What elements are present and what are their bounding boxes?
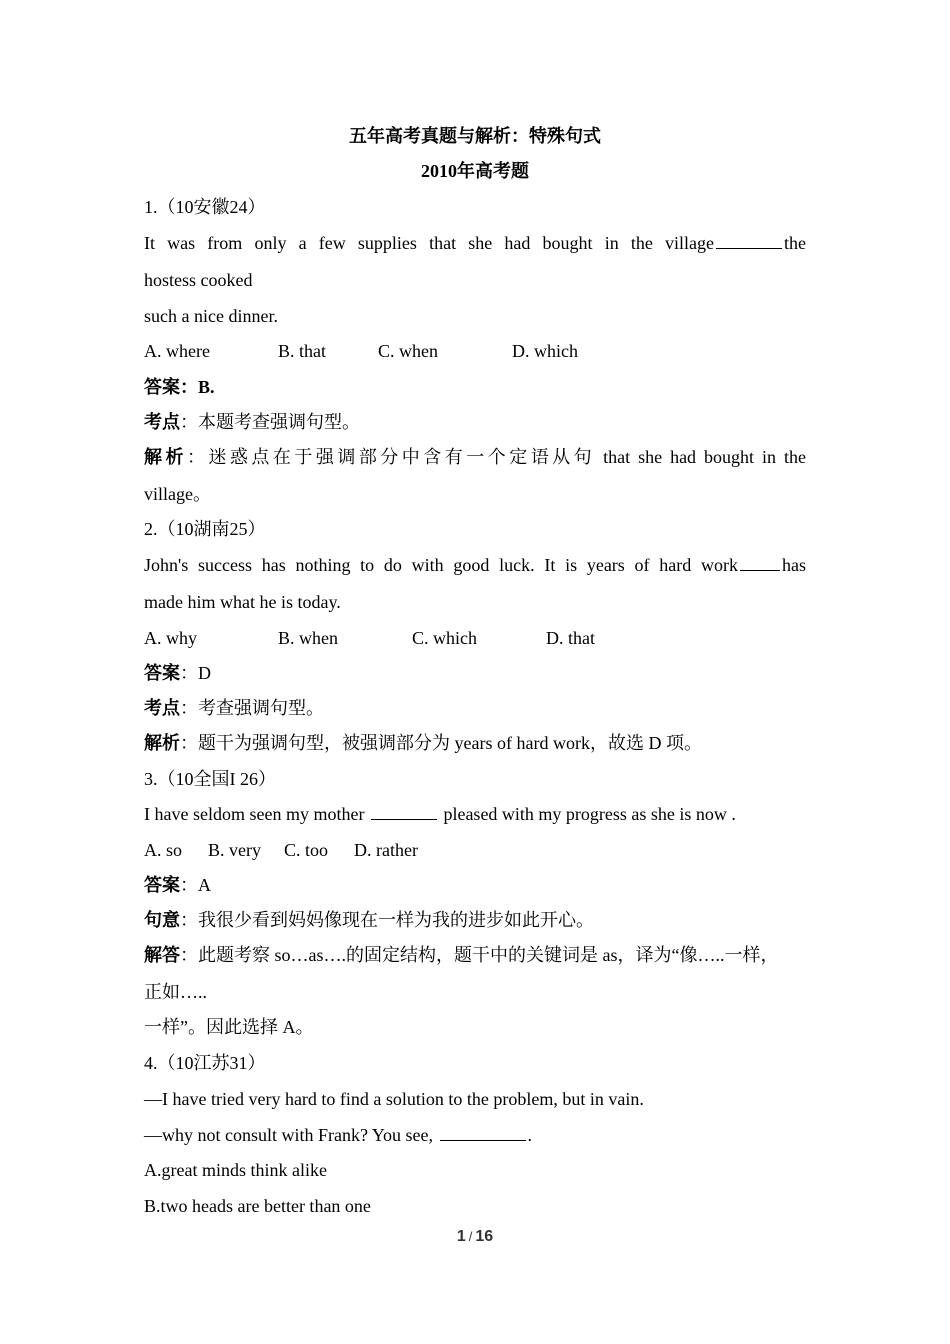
option-a: A.great minds think alike — [144, 1160, 327, 1180]
option-b: B. very — [208, 840, 261, 860]
test-point-text: ：考查强调句型。 — [180, 698, 324, 718]
question-stem-text: It was from only a few supplies that she had bought in the village — [144, 233, 714, 253]
answer-label: 答案 — [144, 663, 180, 683]
dialogue-text: . — [527, 1125, 532, 1145]
answer-blank — [716, 231, 782, 249]
meaning-label: 句意 — [144, 910, 180, 930]
meaning-text: ：我很少看到妈妈像现在一样为我的进步如此开心。 — [180, 910, 594, 930]
dialogue-line: —I have tried very hard to find a solution to the problem, but in vain. — [144, 1089, 644, 1109]
solution-line: 正如….. — [144, 982, 207, 1002]
test-point-label: 考点 — [144, 412, 180, 432]
answer-blank — [371, 802, 437, 820]
question-stem-text: pleased with my progress as she is now . — [443, 804, 736, 824]
option-b: B. when — [278, 628, 338, 648]
question-stem-line: made him what he is today. — [144, 592, 341, 612]
solution-text: ：此题考察 so…as….的固定结构，题干中的关键词是 as，译为“像…..一样， — [180, 945, 779, 965]
answer-blank — [440, 1123, 526, 1141]
solution-line — [144, 943, 806, 967]
option-d: D. that — [546, 628, 595, 648]
option-d: D. rather — [354, 840, 418, 860]
document-title: 五年高考真题与解析：特殊句式 — [349, 126, 601, 146]
dialogue-line — [144, 1123, 806, 1147]
page-number — [0, 1228, 950, 1246]
analysis-label: 解析 — [144, 733, 180, 753]
question-number: 1.（10安徽24） — [144, 197, 266, 217]
question-stem-line — [144, 802, 806, 826]
solution-label: 解答 — [144, 945, 180, 965]
analysis-line — [144, 445, 806, 469]
option-c: C. which — [412, 628, 477, 648]
analysis-line — [144, 731, 806, 755]
analysis-text: ：题干为强调句型，被强调部分为 years of hard work，故选 D 项。 — [180, 733, 702, 753]
meaning-line — [144, 908, 806, 932]
question-stem-line: such a nice dinner. — [144, 306, 278, 326]
option-a: A. so — [144, 840, 183, 860]
test-point-text: ：本题考查强调句型。 — [180, 412, 360, 432]
question-stem-text: John's success has nothing to do with good luck. It is years of hard work — [144, 555, 738, 575]
question-stem-line — [144, 231, 806, 255]
page-separator: / — [468, 1229, 473, 1244]
answer-blank — [740, 553, 780, 571]
section-heading: 2010年高考题 — [421, 161, 529, 181]
answer-value: B. — [198, 377, 215, 397]
question-number: 4.（10江苏31） — [144, 1053, 266, 1073]
answer-line — [144, 661, 806, 685]
option-a: A. where — [144, 341, 210, 361]
analysis-line: village。 — [144, 484, 211, 504]
question-stem-line — [144, 553, 806, 577]
question-number: 2.（10湖南25） — [144, 519, 266, 539]
test-point-line — [144, 696, 806, 720]
page-current: 1 — [456, 1228, 466, 1245]
test-point-label: 考点 — [144, 698, 180, 718]
answer-label: 答案 — [144, 875, 180, 895]
dialogue-text: —why not consult with Frank? You see, — [144, 1125, 433, 1145]
option-b: B.two heads are better than one — [144, 1196, 371, 1216]
analysis-label: 解析 — [144, 447, 187, 467]
question-stem-text: I have seldom seen my mother — [144, 804, 365, 824]
option-d: D. which — [512, 341, 578, 361]
test-point-line — [144, 410, 806, 434]
analysis-text: ：迷惑点在于强调部分中含有一个定语从句 that she had bought in the — [186, 447, 806, 467]
option-c: C. too — [284, 840, 329, 860]
solution-line: 一样”。因此选择 A。 — [144, 1017, 314, 1037]
option-c: C. when — [378, 341, 438, 361]
answer-line — [144, 873, 806, 897]
answer-value: ：A — [180, 875, 211, 895]
question-stem-text: the — [784, 233, 806, 253]
question-stem-text: has — [782, 555, 806, 575]
answer-line — [144, 375, 806, 399]
option-b: B. that — [278, 341, 326, 361]
answer-value: ：D — [180, 663, 211, 683]
page-total: 16 — [475, 1228, 494, 1245]
question-number: 3.（10全国I 26） — [144, 769, 276, 789]
question-stem-line: hostess cooked — [144, 270, 253, 290]
answer-label: 答案： — [144, 377, 198, 397]
option-a: A. why — [144, 628, 197, 648]
